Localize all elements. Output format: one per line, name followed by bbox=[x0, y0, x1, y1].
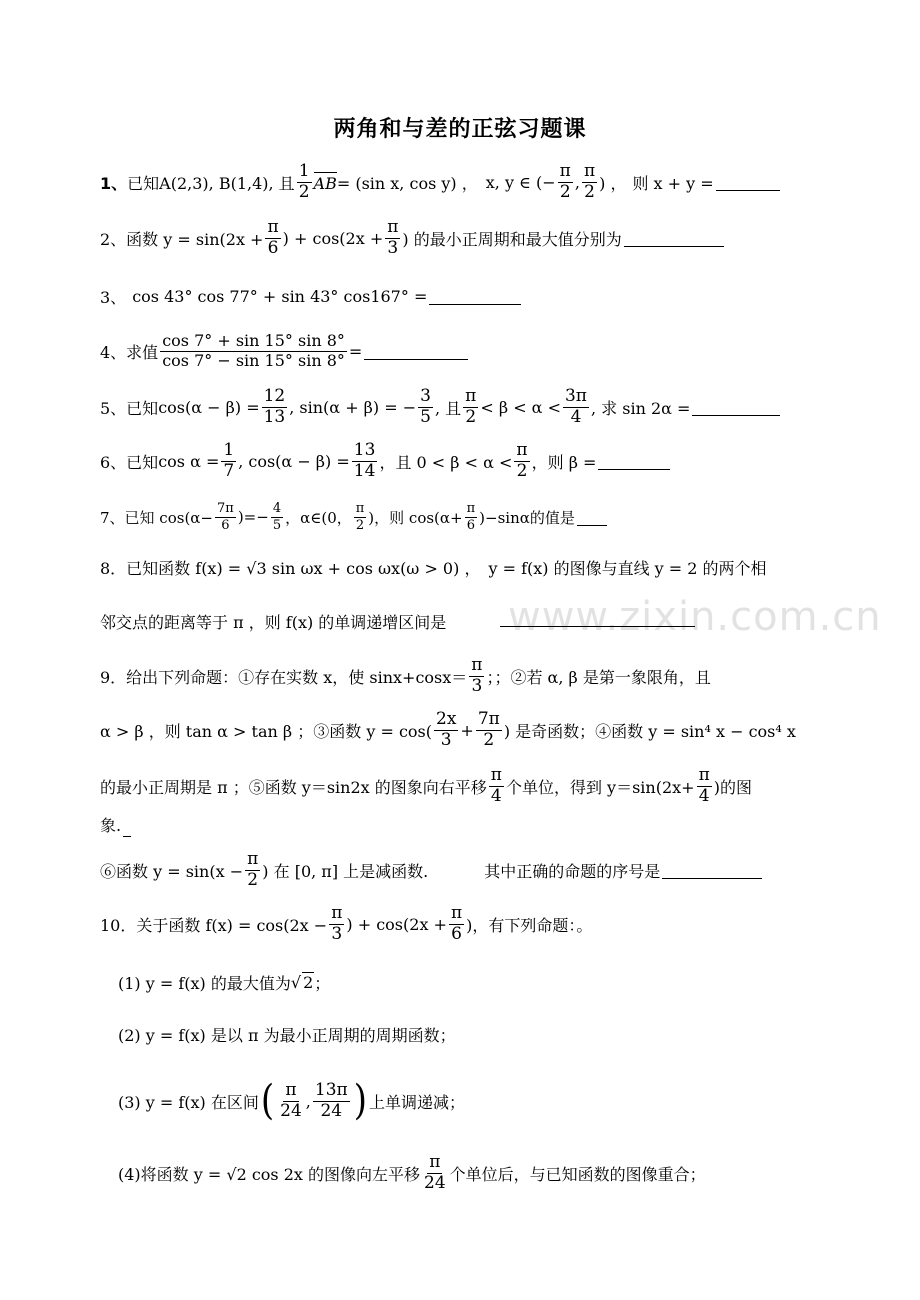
fraction: $\frac{\pi}{2}$ bbox=[247, 848, 259, 890]
question-5: 5、已知 cos(α − β) = $\frac{12}{13}$ , sin(α + β) = − $\frac{3}{5}$ , 且 $\frac{\pi}{2}$ < β < α < $\frac{3\pi}{4}$ , 求 sin 2α = bbox=[100, 383, 780, 431]
fraction: $\frac{3\pi}{4}$ bbox=[564, 385, 587, 427]
fraction: $\frac{\pi}{2}$ bbox=[465, 385, 477, 427]
fraction: $\frac{3}{5}$ bbox=[420, 385, 431, 427]
answer-blank[interactable] bbox=[429, 288, 521, 305]
fraction: $\frac{\pi}{4}$ bbox=[490, 764, 502, 806]
fraction: $\frac{\pi}{24}$ bbox=[424, 1151, 446, 1193]
question-9-line-3: 的最小正周期是 π ；⑤函数 y＝sin2x 的图象向右平移 $\frac{\pi}{4}$ 个单位，得到 y＝sin(2x+ $\frac{\pi}{4}$ )的图 bbox=[100, 764, 752, 806]
proposition-1: (1) y = f(x) 的最大值为 √ 2 ； bbox=[118, 972, 331, 993]
divider bbox=[123, 836, 131, 837]
answer-blank[interactable] bbox=[577, 509, 607, 526]
answer-blank[interactable] bbox=[692, 399, 780, 416]
proposition-4: (4)将函数 y = √2 cos 2x 的图像向左平移 $\frac{\pi}{24}$ 个单位后，与已知函数的图像重合； bbox=[118, 1151, 706, 1193]
question-8-continued: 邻交点的距离等于 π ，则 f(x) 的单调递增区间是 bbox=[100, 612, 447, 632]
question-9: 9．给出下列命题：①存在实数 x，使 sinx+cosx＝ $\frac{\pi}{3}$ ；；②若 α, β 是第一象限角，且 bbox=[100, 654, 711, 696]
question-7: 7、已知 cos(α− $\frac{7\pi}{6}$ )=− $\frac{4}{5}$ ，α∈(0， $\frac{\pi}{2}$ )，则 cos(α+ $\frac{\pi}{6}$ )−sinα的值是 bbox=[100, 493, 607, 541]
fraction: $\frac{\pi}{2}$ bbox=[559, 160, 571, 202]
fraction: $\frac{\pi}{3}$ bbox=[387, 216, 399, 258]
fraction: $\frac{1}{2}$ bbox=[298, 160, 310, 202]
fraction: $\frac{\pi}{4}$ bbox=[698, 764, 710, 806]
question-10: 10．关于函数 f(x) = cos(2x − $\frac{\pi}{3}$ ) + cos(2x + $\frac{\pi}{6}$ )，有下列命题：。 bbox=[100, 902, 593, 944]
fraction: $\frac{\pi}{2}$ bbox=[583, 160, 596, 202]
fraction: $\frac{\pi}{6}$ bbox=[267, 216, 279, 258]
answer-blank[interactable] bbox=[716, 174, 780, 191]
proposition-2: (2) y = f(x) 是以 π 为最小正周期的周期函数； bbox=[118, 1025, 456, 1045]
question-6: 6、已知 cos α = $\frac{1}{7}$ , cos(α − β) = $\frac{13}{14}$ ，且 0 < β < α < $\frac{\pi}{2}$ ，则 β = bbox=[100, 437, 670, 485]
fraction: $\frac{13\pi}{24}$ bbox=[314, 1079, 348, 1121]
question-9-line-5: ⑥函数 y = sin(x − $\frac{\pi}{2}$ ) 在 [0, π] 上是减函数. 其中正确的命题的序号是 bbox=[100, 846, 762, 894]
answer-blank[interactable] bbox=[364, 343, 468, 360]
fraction: $\frac{\pi}{3}$ bbox=[331, 902, 343, 944]
fraction: $\frac{13}{14}$ bbox=[353, 439, 376, 481]
fraction: $\frac{\pi}{2}$ bbox=[355, 500, 365, 533]
fraction: $\frac{\pi}{24}$ bbox=[280, 1079, 302, 1121]
question-9-line-2: α > β ，则 tan α > tan β ；③函数 y = cos( $\frac{2x}{3}$ + $\frac{7\pi}{2}$ ) 是奇函数；④函数 y = sin⁴ x − cos⁴ x bbox=[100, 708, 796, 750]
fraction: $\frac{7\pi}{6}$ bbox=[217, 500, 234, 533]
fraction: $\frac{2x}{3}$ bbox=[436, 708, 457, 750]
question-9-line-4: 象. bbox=[100, 815, 122, 835]
fraction: $\frac{12}{13}$ bbox=[263, 385, 286, 427]
question-2: 2、函数 y = sin(2x + $\frac{\pi}{6}$ ) + cos(2x + $\frac{\pi}{3}$ ) 的最小正周期和最大值分别为 bbox=[100, 214, 724, 262]
fraction: $\frac{4}{5}$ bbox=[272, 500, 282, 533]
fraction: $\frac{\pi}{6}$ bbox=[466, 500, 476, 533]
question-1: 1、 已知 A(2,3), B(1,4), 且 $\frac{1}{2}$ AB = (sin x, cos y) ， x, y ∈ (− $\frac{\pi}{2}$ , $\frac{\pi}{2}$ ) ， 则 x + y = bbox=[100, 158, 780, 206]
fraction: $\frac{\pi}{3}$ bbox=[471, 654, 483, 696]
fraction: $\frac{7\pi}{2}$ bbox=[477, 708, 500, 750]
answer-blank[interactable] bbox=[624, 230, 724, 247]
watermark: www.zixin.com.cn bbox=[508, 594, 882, 640]
question-8: 8．已知函数 f(x) = √3 sin ωx + cos ωx(ω > 0) ， y = f(x) 的图像与直线 y = 2 的两个相 bbox=[100, 558, 767, 578]
question-3: 3、 cos 43° cos 77° + sin 43° cos167° = bbox=[100, 272, 521, 320]
fraction: $\frac{\pi}{2}$ bbox=[516, 439, 528, 481]
question-4: 4、求值 $\frac{\cos 7^\circ + \sin 15^\circ \sin 8^\circ}{\cos 7^\circ - \sin 15^\circ \sin 8^\circ}$ = bbox=[100, 327, 468, 375]
fraction: $\frac{\cos 7^\circ + \sin 15^\circ \sin 8^\circ}{\cos 7^\circ - \sin 15^\circ \sin 8^\circ}$ bbox=[162, 330, 345, 370]
answer-blank[interactable] bbox=[662, 862, 762, 879]
page-title: 两角和与差的正弦习题课 bbox=[333, 116, 587, 142]
fraction: $\frac{1}{7}$ bbox=[223, 439, 235, 481]
answer-blank[interactable] bbox=[500, 626, 695, 627]
answer-blank[interactable] bbox=[598, 453, 670, 470]
fraction: $\frac{\pi}{6}$ bbox=[450, 902, 463, 944]
proposition-3: (3) y = f(x) 在区间 ( $\frac{\pi}{24}$ , $\frac{13\pi}{24}$ ) 上单调递减； bbox=[118, 1077, 465, 1125]
